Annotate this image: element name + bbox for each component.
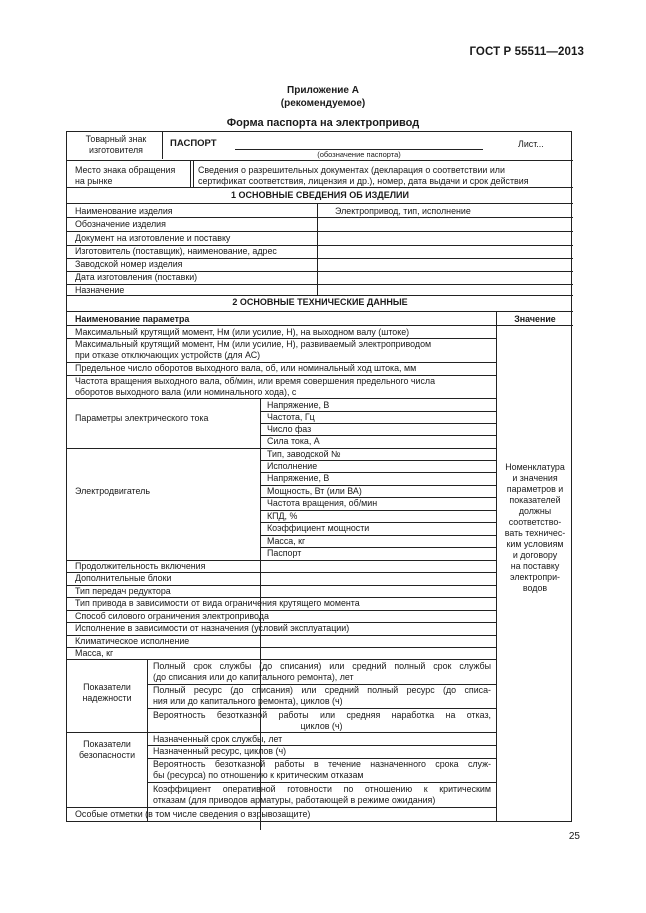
saf-resource: Назначенный ресурс, циклов (ч) <box>153 746 287 756</box>
elec-label: Параметры электрического тока <box>75 413 209 423</box>
divider <box>162 132 163 159</box>
row-speed-2: оборотов выходного вала (или номинального хода), с <box>75 387 297 397</box>
value-note-line: электропри- <box>509 572 561 582</box>
motor-power: Мощность, Вт (или ВА) <box>267 486 362 496</box>
permits-line-1: Сведения о разрешительных документах (декларация о соответствии или <box>198 165 505 175</box>
rel-life-2: (до списания или до капитального ремонта), лет <box>153 672 354 682</box>
row-execution: Исполнение в зависимости от назначения (условий эксплуатации) <box>75 623 350 633</box>
divider <box>67 398 496 399</box>
row-speed-1: Частота вращения выходного вала, об/мин, или время совершения предельного числа <box>75 376 436 386</box>
value-note-line: Номенклатура <box>505 462 565 472</box>
divider <box>67 311 573 312</box>
appendix-title: Приложение А <box>287 85 359 96</box>
row-failure-torque-1: Максимальный крутящий момент, Нм (или усилие, Н), развиваемый электроприводом <box>75 339 432 349</box>
col-value-header: Значение <box>514 314 556 324</box>
value-note <box>497 462 573 594</box>
divider <box>67 160 573 161</box>
divider <box>67 284 573 285</box>
divider <box>67 807 496 808</box>
motor-mass: Масса, кг <box>267 536 306 546</box>
elec-frequency: Частота, Гц <box>267 412 315 422</box>
divider <box>147 782 496 783</box>
reliability-label-1: Показатели <box>83 682 131 692</box>
safety-label-1: Показатели <box>83 739 131 749</box>
row-failure-torque-2: при отказе отключающих устройств (для АС) <box>75 350 261 360</box>
divider <box>190 161 191 187</box>
motor-passport: Паспорт <box>267 548 302 558</box>
divider <box>67 231 573 232</box>
elec-voltage: Напряжение, В <box>267 400 330 410</box>
row-duty-cycle: Продолжительность включения <box>75 561 206 571</box>
value-note-line: водов <box>522 583 548 593</box>
rel-resource-2: ния или до капитального ремонта), циклов (ч) <box>153 696 343 706</box>
elec-phases: Число фаз <box>267 424 312 434</box>
value-note-line: вать техничес- <box>504 528 566 538</box>
row-mass: Масса, кг <box>75 648 114 658</box>
saf-readiness-1: Коэффициент оперативной готовности по отношению к критическим <box>153 784 491 794</box>
row-gear-type: Тип передач редуктора <box>75 586 171 596</box>
form-title: Форма паспорта на электропривод <box>226 117 420 129</box>
saf-probability-2: бы (ресурса) по отношению к критическим отказам <box>153 770 364 780</box>
divider <box>67 647 496 648</box>
motor-type: Тип, заводской № <box>267 449 341 459</box>
divider <box>67 732 496 733</box>
row-climatic: Климатическое исполнение <box>75 636 190 646</box>
page-number: 25 <box>568 831 580 842</box>
value-note-line: соответство- <box>508 517 562 527</box>
trademark-label-2: изготовителя <box>89 145 143 155</box>
permits-line-2: сертификат соответствия, лицензия и др.), номер, дата выдачи и срок действия <box>198 176 529 186</box>
mark-label-1: Место знака обращения <box>75 165 176 175</box>
designation-caption: (обозначение паспорта) <box>317 150 401 159</box>
motor-design: Исполнение <box>267 461 318 471</box>
rel-resource-1: Полный ресурс (до списания) или средний полный ресурс (до списа- <box>153 685 491 695</box>
row-special-notes: Особые отметки (в том числе сведения о взрывозащите) <box>75 809 311 819</box>
row-max-torque: Максимальный крутящий момент, Нм (или усилие, Н), на выходном валу (штоке) <box>75 327 410 337</box>
passport-label: ПАСПОРТ <box>170 138 217 149</box>
divider <box>193 161 194 187</box>
rel-probability-1: Вероятность безотказной работы или средняя наработка на отказ, <box>153 710 491 720</box>
divider <box>67 203 573 204</box>
value-note-line: должны <box>518 506 552 516</box>
safety-label-2: безопасности <box>78 750 136 760</box>
s1-row-purpose: Назначение <box>75 285 125 295</box>
s1-row-date: Дата изготовления (поставки) <box>75 272 198 282</box>
appendix-subtitle: (рекомендуемое) <box>280 98 366 109</box>
divider <box>317 204 318 295</box>
divider <box>67 187 573 188</box>
rel-probability-2: циклов (ч) <box>300 721 343 731</box>
motor-power-factor: Коэффициент мощности <box>267 523 370 533</box>
s1-row-name: Наименование изделия <box>75 206 173 216</box>
divider <box>67 217 573 218</box>
row-drive-type: Тип привода в зависимости от вида ограничения крутящего момента <box>75 598 360 608</box>
divider <box>67 295 573 296</box>
passport-form <box>66 131 572 822</box>
saf-probability-1: Вероятность безотказной работы в течение назначенного срока служ- <box>153 759 491 769</box>
rel-life-1: Полный срок службы (до списания) или средний полный срок службы <box>153 661 491 671</box>
s1-right-header: Электропривод, тип, исполнение <box>335 206 471 216</box>
motor-voltage: Напряжение, В <box>267 473 330 483</box>
value-note-line: на поставку <box>510 561 560 571</box>
trademark-label-1: Товарный знак <box>85 134 147 144</box>
motor-label: Электродвигатель <box>75 486 150 496</box>
value-note-line: и договору <box>512 550 558 560</box>
row-force-limit: Способ силового ограничения электропривода <box>75 611 269 621</box>
value-note-line: параметров и <box>506 484 564 494</box>
row-max-revolutions: Предельное число оборотов выходного вала, об, или номинальный ход штока, мм <box>75 363 417 373</box>
saf-service-life: Назначенный срок службы, лет <box>153 734 283 744</box>
elec-current: Сила тока, А <box>267 436 320 446</box>
s1-row-designation: Обозначение изделия <box>75 219 166 229</box>
value-note-line: и значения <box>512 473 558 483</box>
row-additional-blocks: Дополнительные блоки <box>75 573 172 583</box>
s1-row-manufacturer: Изготовитель (поставщик), наименование, адрес <box>75 246 277 256</box>
s1-row-serial: Заводской номер изделия <box>75 259 183 269</box>
mark-label-2: на рынке <box>75 176 113 186</box>
value-note-line: показателей <box>509 495 561 505</box>
standard-id: ГОСТ Р 55511—2013 <box>469 46 584 58</box>
saf-readiness-2: отказам (для приводов арматуры, работающей в режиме ожидания) <box>153 795 436 805</box>
s1-row-document: Документ на изготовление и поставку <box>75 233 231 243</box>
value-note-line: ким условиям <box>506 539 564 549</box>
section1-title: 1 ОСНОВНЫЕ СВЕДЕНИЯ ОБ ИЗДЕЛИИ <box>231 190 409 200</box>
section2-title: 2 ОСНОВНЫЕ ТЕХНИЧЕСКИЕ ДАННЫЕ <box>232 297 408 307</box>
sheet-label: Лист... <box>518 139 544 149</box>
col-param-header: Наименование параметра <box>75 314 190 324</box>
motor-speed: Частота вращения, об/мин <box>267 498 378 508</box>
divider <box>67 325 573 326</box>
divider <box>67 659 496 660</box>
divider <box>147 708 496 709</box>
motor-efficiency: КПД, % <box>267 511 298 521</box>
reliability-label-2: надежности <box>82 693 132 703</box>
